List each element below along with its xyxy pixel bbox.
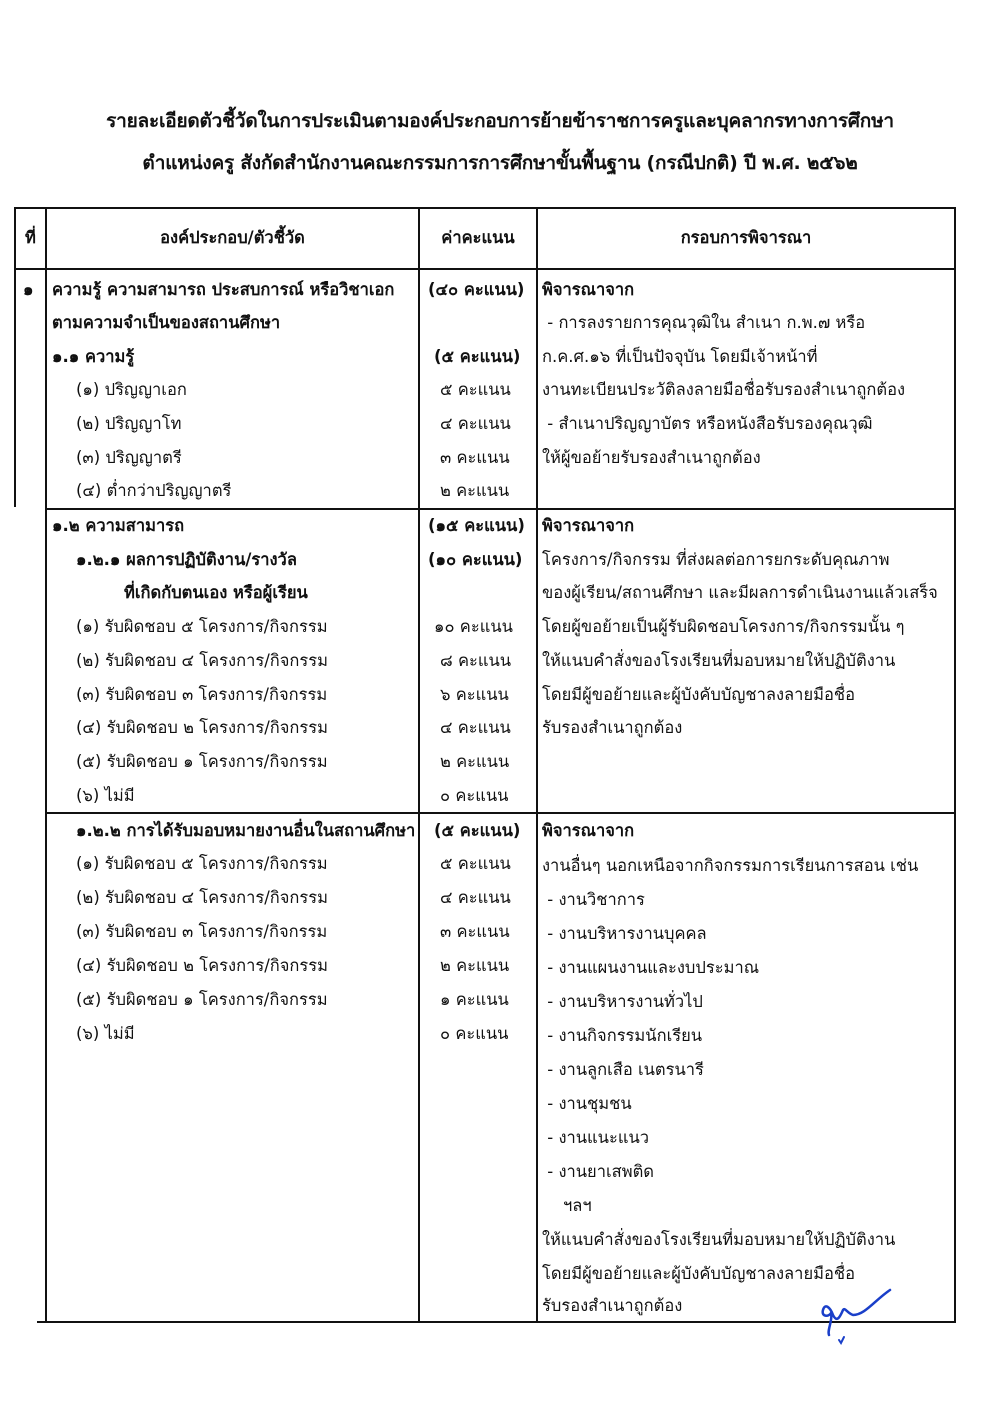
sub122-criteria-line: - งานยาเสพติด (542, 1162, 654, 1181)
column-divider-1 (45, 207, 47, 1323)
sub122-item-score: ๑ คะแนน (440, 990, 509, 1009)
sub12-label: ๑.๒ ความสามารถ (52, 516, 185, 535)
sub122-item-score: ๓ คะแนน (440, 922, 510, 941)
sub122-criteria-line: โดยมีผู้ขอย้ายและผู้บังคับบัญชาลงลายมือชื่อ (542, 1264, 856, 1283)
sub122-criteria-line: - งานแผนงานและงบประมาณ (542, 958, 760, 977)
sub122-criteria-line: - งานลูกเสือ เนตรนารี (542, 1060, 704, 1079)
sub121-item-score: ๔ คะแนน (440, 718, 511, 737)
sub122-item: (๔) รับผิดชอบ ๒ โครงการ/กิจกรรม (76, 956, 329, 975)
sub122-criteria-line: ฯลฯ (542, 1196, 592, 1215)
document-title-line1: รายละเอียดตัวชี้วัดในการประเมินตามองค์ประกอบการย้ายข้าราชการครูและบุคลากรทางการศึกษา (106, 110, 894, 132)
sub121-item: (๔) รับผิดชอบ ๒ โครงการ/กิจกรรม (76, 718, 329, 737)
sub122-item: (๓) รับผิดชอบ ๓ โครงการ/กิจกรรม (76, 922, 328, 941)
sub122-item: (๒) รับผิดชอบ ๔ โครงการ/กิจกรรม (76, 888, 329, 907)
sub121-item: (๖) ไม่มี (76, 786, 135, 805)
sub122-item-score: ๐ คะแนน (440, 1024, 509, 1043)
sub122-score: (๕ คะแนน) (434, 821, 521, 840)
section1-score: (๔๐ คะแนน) (428, 280, 525, 299)
sub11-criteria-line: - สำเนาปริญญาบัตร หรือหนังสือรับรองคุณวุฒิ (542, 414, 873, 433)
column-divider-2 (418, 207, 420, 1323)
sub121-item: (๕) รับผิดชอบ ๑ โครงการ/กิจกรรม (76, 752, 328, 771)
sub121-criteria-line: โดยผู้ขอย้ายเป็นผู้รับผิดชอบโครงการ/กิจกรรมนั้น ๆ (542, 617, 905, 636)
sub11-item-score: ๕ คะแนน (440, 380, 511, 399)
sub121-criteria-heading: พิจารณาจาก (542, 516, 635, 535)
row-number: ๑ (23, 280, 34, 299)
sub11-criteria-heading: พิจารณาจาก (542, 280, 635, 299)
section1-title-line1: ความรู้ ความสามารถ ประสบการณ์ หรือวิชาเอก (52, 280, 395, 299)
sub12-score: (๑๕ คะแนน) (428, 516, 525, 535)
sub11-criteria-line: งานทะเบียนประวัติลงลายมือชื่อรับรองสำเนาถูกต้อง (542, 380, 906, 399)
sub11-criteria-line: ให้ผู้ขอย้ายรับรองสำเนาถูกต้อง (542, 448, 761, 467)
sub122-item-score: ๔ คะแนน (440, 888, 511, 907)
sub122-criteria-heading: พิจารณาจาก (542, 821, 635, 840)
sub122-criteria-line: รับรองสำเนาถูกต้อง (542, 1296, 683, 1315)
sub122-criteria-line: - งานบริหารงานบุคคล (542, 924, 707, 943)
sub121-criteria-line: โครงการ/กิจกรรม ที่ส่งผลต่อการยกระดับคุณภาพ (542, 550, 890, 569)
sub11-item-score: ๒ คะแนน (440, 481, 510, 500)
sub121-item-score: ๐ คะแนน (440, 786, 509, 805)
sub121-item-score: ๘ คะแนน (440, 651, 512, 670)
sub121-label-line1: ๑.๒.๑ ผลการปฏิบัติงาน/รางวัล (76, 550, 297, 569)
column-divider-3 (536, 207, 538, 1323)
sub122-criteria-line: งานอื่นๆ นอกเหนือจากกิจกรรมการเรียนการสอน เช่น (542, 856, 919, 875)
sub121-criteria-line: โดยมีผู้ขอย้ายและผู้บังคับบัญชาลงลายมือชื่อ (542, 685, 856, 704)
sub121-item-score: ๑๐ คะแนน (434, 617, 513, 636)
sub122-criteria-line: - งานกิจกรรมนักเรียน (542, 1026, 703, 1045)
document-title-line2: ตำแหน่งครู สังกัดสำนักงานคณะกรรมการการศึกษาขั้นพื้นฐาน (กรณีปกติ) ปี พ.ศ. ๒๕๖๒ (142, 152, 858, 174)
sub121-item-score: ๖ คะแนน (440, 685, 509, 704)
sub122-item: (๕) รับผิดชอบ ๑ โครงการ/กิจกรรม (76, 990, 328, 1009)
sub121-label-line2: ที่เกิดกับตนเอง หรือผู้เรียน (124, 583, 308, 602)
sub11-label: ๑.๑ ความรู้ (52, 347, 135, 366)
sub122-item: (๑) รับผิดชอบ ๕ โครงการ/กิจกรรม (76, 854, 328, 873)
sub11-item: (๑) ปริญญาเอก (76, 380, 187, 399)
sub122-criteria-line: - งานวิชาการ (542, 890, 645, 909)
header-score: ค่าคะแนน (441, 228, 515, 247)
sub121-criteria-line: ให้แนบคำสั่งของโรงเรียนที่มอบหมายให้ปฏิบัติงาน (542, 651, 896, 670)
sub121-item-score: ๒ คะแนน (440, 752, 510, 771)
header-criteria: กรอบการพิจารณา (680, 228, 812, 247)
sub121-criteria-line: รับรองสำเนาถูกต้อง (542, 718, 683, 737)
sub121-item: (๓) รับผิดชอบ ๓ โครงการ/กิจกรรม (76, 685, 328, 704)
sub121-item: (๑) รับผิดชอบ ๕ โครงการ/กิจกรรม (76, 617, 328, 636)
header-no: ที่ (25, 228, 36, 247)
sub11-item: (๓) ปริญญาตรี (76, 448, 182, 467)
sub11-criteria-line: - การลงรายการคุณวุฒิใน สำเนา ก.พ.๗ หรือ (542, 313, 866, 332)
sub122-criteria-line: - งานชุมชน (542, 1094, 632, 1113)
sub11-item: (๒) ปริญญาโท (76, 414, 182, 433)
sub11-item: (๔) ต่ำกว่าปริญญาตรี (76, 481, 232, 500)
handwritten-signature (815, 1285, 895, 1345)
section1-title-line2: ตามความจำเป็นของสถานศึกษา (52, 313, 281, 332)
sub11-item-score: ๔ คะแนน (440, 414, 511, 433)
signature-stroke (823, 1290, 890, 1335)
sub122-criteria-line: - งานบริหารงานทั่วไป (542, 992, 703, 1011)
sub121-item: (๒) รับผิดชอบ ๔ โครงการ/กิจกรรม (76, 651, 329, 670)
header-component: องค์ประกอบ/ตัวชี้วัด (160, 228, 305, 247)
sub11-item-score: ๓ คะแนน (440, 448, 510, 467)
sub121-score: (๑๐ คะแนน) (428, 550, 523, 569)
sub122-criteria-line: - งานแนะแนว (542, 1128, 650, 1147)
sub122-label: ๑.๒.๒ การได้รับมอบหมายงานอื่นในสถานศึกษา (76, 821, 416, 840)
sub122-item-score: ๒ คะแนน (440, 956, 510, 975)
sub122-criteria-line: ให้แนบคำสั่งของโรงเรียนที่มอบหมายให้ปฏิบัติงาน (542, 1230, 896, 1249)
table-border-right (954, 207, 956, 1323)
sub122-item: (๖) ไม่มี (76, 1024, 135, 1043)
signature-tick (839, 1337, 844, 1343)
sub122-item-score: ๕ คะแนน (440, 854, 511, 873)
sub11-score: (๕ คะแนน) (434, 347, 521, 366)
sub11-criteria-line: ก.ค.ศ.๑๖ ที่เป็นปัจจุบัน โดยมีเจ้าหน้าที่ (542, 347, 818, 366)
sub121-criteria-line: ของผู้เรียน/สถานศึกษา และมีผลการดำเนินงานแล้วเสร็จ (542, 583, 938, 602)
